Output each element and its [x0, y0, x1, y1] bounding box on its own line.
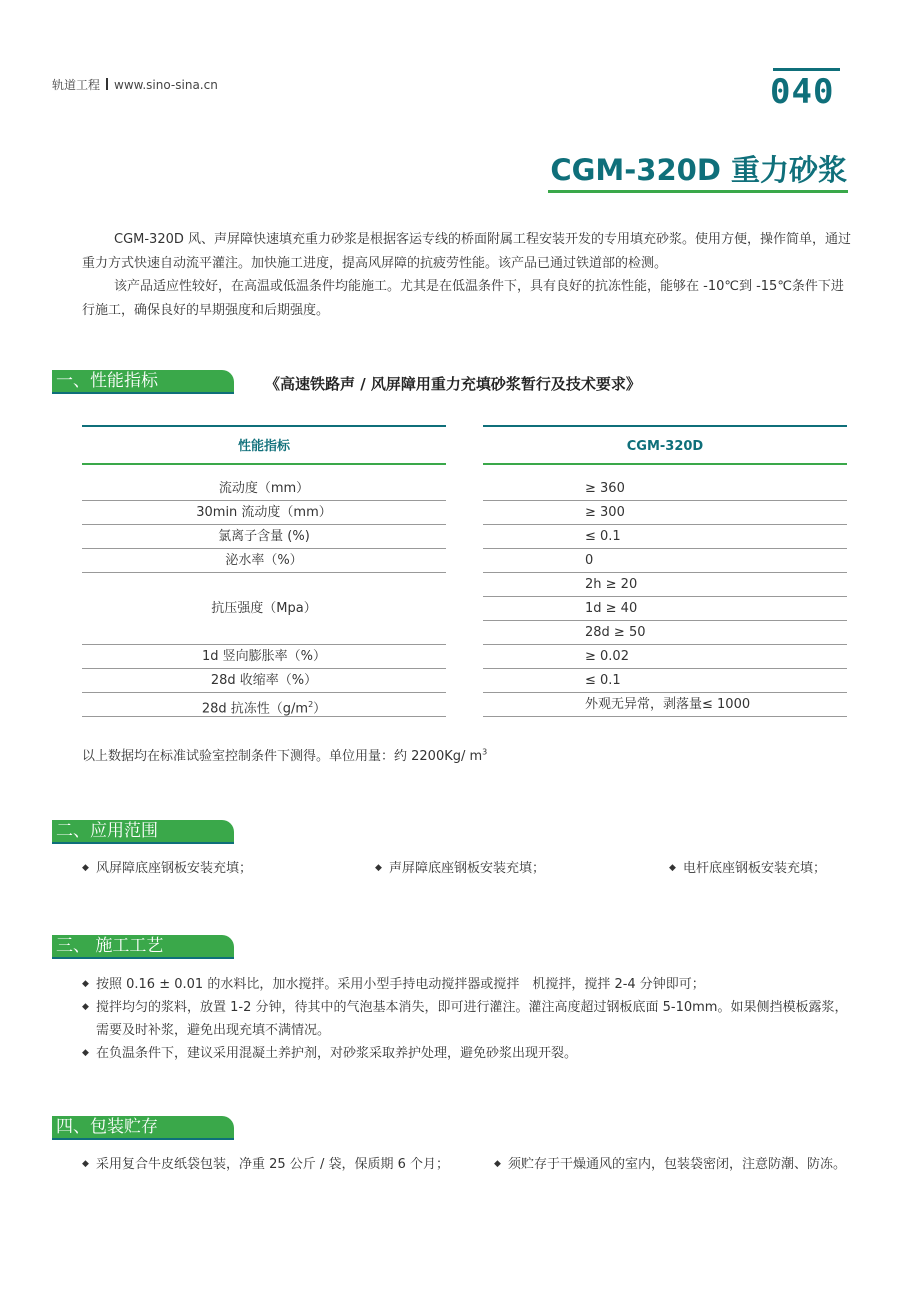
header-divider: [106, 78, 108, 90]
table-row: 泌水率（%）: [82, 549, 446, 573]
table-note: 以上数据均在标准试验室控制条件下测得。单位用量：约 2200Kg/ $m^3$: [82, 747, 488, 764]
table-cell: 1d ≥ 40: [483, 597, 847, 621]
header-section: 轨道工程: [52, 78, 101, 92]
page-number: 040: [770, 72, 835, 112]
intro-text: [82, 228, 852, 322]
list-item: ◆ 按照 0.16 ± 0.01 的水料比，加水搅拌。采用小型手持电动搅拌器或搅拌 机搅拌，搅拌 2-4 分钟即可；: [82, 973, 852, 996]
section-rule: [52, 957, 234, 959]
section-heading-performance: 一、性能指标: [52, 370, 234, 392]
table-cell: 2h ≥ 20: [483, 573, 847, 597]
bullet-icon: ◆: [82, 1159, 89, 1169]
table-row: 流动度（mm）: [82, 477, 446, 501]
section-heading-process: 三、 施工工艺: [52, 935, 234, 957]
spec-table-left: [82, 425, 446, 717]
table-cell: ≥ 360: [483, 477, 847, 501]
intro-paragraph: 该产品适应性较好，在高温或低温条件均能施工。尤其是在低温条件下，具有良好的抗冻性能，能够在 -10℃到 -15℃条件下进行施工，确保良好的早期强度和后期强度。: [82, 279, 844, 318]
bullet-icon: ◆: [375, 863, 382, 873]
table-header: 性能指标: [82, 425, 446, 465]
section-rule: [52, 1138, 234, 1140]
table-cell: 0: [483, 549, 847, 573]
bullet-icon: ◆: [82, 979, 89, 989]
list-item: ◆ 电杆底座钢板安装充填；: [669, 857, 826, 880]
list-item: ◆ 声屏障底座钢板安装充填；: [375, 857, 545, 880]
table-cell: ≤ 0.1: [483, 669, 847, 693]
table-cell: 28d ≥ 50: [483, 621, 847, 645]
bullet-icon: ◆: [82, 1002, 89, 1012]
bullet-icon: ◆: [494, 1159, 501, 1169]
table-row: 28d 抗冻性$(g/m^2)$: [82, 693, 446, 717]
bullet-icon: ◆: [669, 863, 676, 873]
table-cell: ≤ 0.1: [483, 525, 847, 549]
list-item: ◆ 采用复合牛皮纸袋包装，净重 25 公斤 / 袋，保质期 6 个月；: [82, 1153, 449, 1176]
list-item: ◆ 在负温条件下，建议采用混凝土养护剂，对砂浆采取养护处理，避免砂浆出现开裂。: [82, 1042, 852, 1065]
section-rule: [52, 842, 234, 844]
title-underline: [548, 190, 848, 193]
header-breadcrumb: [52, 76, 218, 93]
bullet-icon: ◆: [82, 863, 89, 873]
page-number-rule: [773, 68, 840, 71]
table-row: 抗压强度（Mpa）: [82, 573, 446, 645]
list-item: ◆ 风屏障底座钢板安装充填；: [82, 857, 252, 880]
section-rule: [52, 392, 234, 394]
storage-list: [82, 1153, 852, 1177]
page-title: CGM-320D 重力砂浆: [550, 153, 847, 187]
standard-title: 《高速铁路声 / 风屏障用重力充填砂浆暂行及技术要求》: [265, 375, 641, 393]
spec-table-right: [483, 425, 847, 717]
list-item: ◆ 须贮存于干燥通风的室内，包装袋密闭，注意防潮、防冻。: [494, 1153, 846, 1176]
intro-paragraph: CGM-320D 风、声屏障快速填充重力砂浆是根据客运专线的桥面附属工程安装开发的专用填充砂浆。使用方便，操作简单，通过重力方式快速自动流平灌注。加快施工进度，提高风屏障的抗疲劳性能。该产品已通过铁道部的检测。: [82, 232, 852, 271]
application-list: [82, 857, 852, 881]
header-website: www.sino-sina.cn: [114, 78, 218, 92]
section-heading-application: 二、应用范围: [52, 820, 234, 842]
process-list: [82, 973, 852, 1065]
bullet-icon: ◆: [82, 1048, 89, 1058]
section-heading-storage: 四、包装贮存: [52, 1116, 234, 1138]
table-header: CGM-320D: [483, 425, 847, 465]
table-row: 28d 收缩率（%）: [82, 669, 446, 693]
table-cell: ≥ 0.02: [483, 645, 847, 669]
table-cell: 外观无异常，剥落量≤ 1000: [483, 693, 847, 717]
table-row: 1d 竖向膨胀率（%）: [82, 645, 446, 669]
table-row: 30min 流动度（mm）: [82, 501, 446, 525]
table-cell: ≥ 300: [483, 501, 847, 525]
table-row: 氯离子含量 (%): [82, 525, 446, 549]
list-item: ◆ 搅拌均匀的浆料，放置 1-2 分钟，待其中的气泡基本消失，即可进行灌注。灌注高度超过钢板底面 5-10mm。如果侧挡模板露浆，需要及时补浆，避免出现充填不满情况。: [82, 996, 852, 1042]
